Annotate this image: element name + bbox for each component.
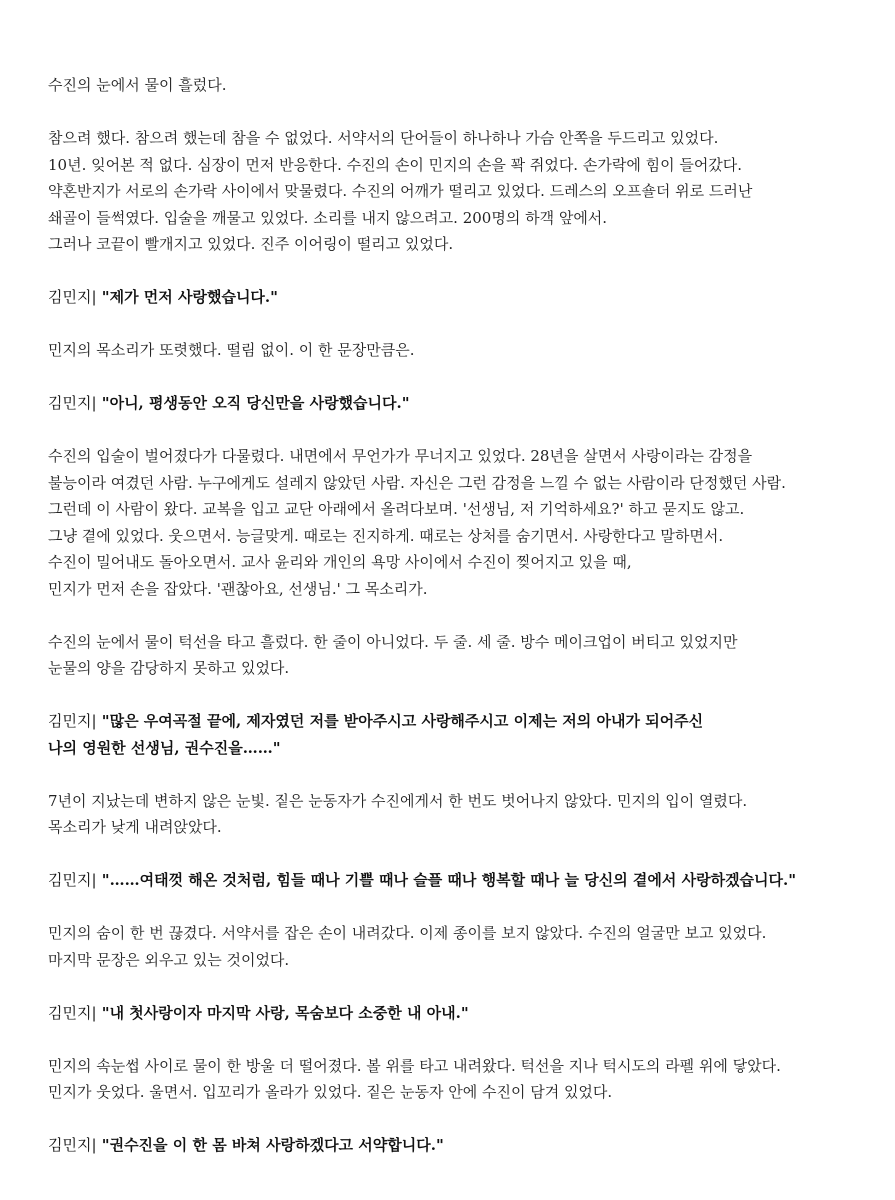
dialogue-line — [48, 708, 868, 735]
dialogue-paragraph — [48, 1000, 868, 1027]
text-line: 민지의 목소리가 또렷했다. 떨림 없이. 이 한 문장만큼은. — [48, 341, 415, 359]
narration-paragraph — [48, 920, 868, 973]
dialogue-line — [48, 867, 868, 894]
text-line: 민지가 웃었다. 울면서. 입꼬리가 올라가 있었다. 짙은 눈동자 안에 수진이 담겨 있었다. — [48, 1083, 613, 1101]
speaker-name: 김민지| — [48, 1003, 97, 1022]
text-line: 수진의 눈에서 물이 흘렀다. — [48, 76, 227, 94]
speaker-name: 김민지| — [48, 712, 97, 730]
text-line: 민지의 속눈썹 사이로 물이 한 방울 더 떨어졌다. 볼 위를 타고 내려왔다. 턱선을 지나 턱시도의 라펠 위에 닿았다. — [48, 1056, 781, 1075]
text-line: 7년이 지났는데 변하지 않은 눈빛. 짙은 눈동자가 수진에게서 한 번도 벗어나지 않았다. 민지의 입이 열렸다. — [48, 791, 748, 810]
text-line: 수진의 눈에서 물이 턱선을 타고 흘렀다. 한 줄이 아니었다. 두 줄. 세 줄. 방수 메이크업이 버티고 있었지만 — [48, 632, 738, 651]
narration-paragraph — [48, 337, 868, 364]
dialogue-line — [48, 284, 868, 311]
narration-paragraph — [48, 1053, 868, 1106]
text-line: 눈물의 양을 감당하지 못하고 있었다. — [48, 659, 290, 677]
dialogue-paragraph — [48, 284, 868, 311]
text-line: 수진의 입술이 벌어졌다가 다물렸다. 내면에서 무언가가 무너지고 있었다. 28년을 살면서 사랑이라는 감정을 — [48, 447, 753, 465]
text-line: 마지막 문장은 외우고 있는 것이었다. — [48, 950, 290, 969]
dialogue-line — [48, 1132, 868, 1159]
text-line: 쇄골이 들썩였다. 입술을 깨물고 있었다. 소리를 내지 않으려고. 200명의 하객 앞에서. — [48, 208, 608, 227]
dialogue-paragraph — [48, 708, 868, 761]
text-line: 수진이 밀어내도 돌아오면서. 교사 윤리와 개인의 욕망 사이에서 수진이 찢어지고 있을 때, — [48, 553, 632, 571]
narration-paragraph — [48, 788, 868, 841]
text-line: 참으려 했다. 참으려 했는데 참을 수 없었다. 서약서의 단어들이 하나하나 가슴 안쪽을 두드리고 있었다. — [48, 129, 719, 147]
text-line: 그런데 이 사람이 왔다. 교복을 입고 교단 아래에서 올려다보며. '선생님, 저 기억하세요?' 하고 묻지도 않고. — [48, 500, 745, 518]
text-line: 약혼반지가 서로의 손가락 사이에서 맞물렸다. 수진의 어깨가 떨리고 있었다. 드레스의 오프숄더 위로 드러난 — [48, 182, 753, 200]
dialogue-paragraph — [48, 390, 868, 417]
narration-paragraph — [48, 72, 868, 99]
dialogue-text: "아니, 평생동안 오직 당신만을 사랑했습니다." — [101, 394, 410, 412]
narration-paragraph — [48, 629, 868, 682]
text-line: 10년. 잊어본 적 없다. 심장이 먼저 반응한다. 수진의 손이 민지의 손을 꽉 쥐었다. 손가락에 힘이 들어갔다. — [48, 155, 743, 174]
speaker-name: 김민지| — [48, 1136, 97, 1154]
document-page — [48, 72, 868, 1185]
text-line: 그러나 코끝이 빨개지고 있었다. 진주 이어링이 떨리고 있었다. — [48, 235, 454, 253]
dialogue-paragraph — [48, 1132, 868, 1159]
dialogue-text: "내 첫사랑이자 마지막 사랑, 목숨보다 소중한 내 아내." — [101, 1003, 469, 1022]
text-line: 민지의 숨이 한 번 끊겼다. 서약서를 잡은 손이 내려갔다. 이제 종이를 보지 않았다. 수진의 얼굴만 보고 있었다. — [48, 924, 767, 942]
narration-paragraph — [48, 443, 868, 602]
speaker-name: 김민지| — [48, 394, 97, 412]
speaker-name: 김민지| — [48, 871, 97, 889]
dialogue-line — [48, 390, 868, 417]
dialogue-line — [48, 1000, 868, 1027]
dialogue-text: "……여태껏 해온 것처럼, 힘들 때나 기쁠 때나 슬플 때나 행복할 때나 늘 당신의 곁에서 사랑하겠습니다." — [101, 871, 797, 889]
dialogue-text: "권수진을 이 한 몸 바쳐 사랑하겠다고 서약합니다." — [101, 1136, 444, 1154]
dialogue-text: "많은 우여곡절 끝에, 제자였던 저를 받아주시고 사랑해주시고 이제는 저의 아내가 되어주신 — [101, 712, 704, 730]
narration-paragraph — [48, 125, 868, 258]
dialogue-paragraph — [48, 867, 868, 894]
text-line: 목소리가 낮게 내려앉았다. — [48, 818, 222, 836]
text-line: 그냥 곁에 있었다. 웃으면서. 능글맞게. 때로는 진지하게. 때로는 상처를 숨기면서. 사랑한다고 말하면서. — [48, 526, 724, 545]
text-line: 민지가 먼저 손을 잡았다. '괜찮아요, 선생님.' 그 목소리가. — [48, 579, 428, 598]
speaker-name: 김민지| — [48, 288, 97, 306]
text-line: 불능이라 여겼던 사람. 누구에게도 설레지 않았던 사람. 자신은 그런 감정을 느낄 수 없는 사람이라 단정했던 사람. — [48, 473, 786, 492]
dialogue-text: "제가 먼저 사랑했습니다." — [101, 288, 278, 306]
dialogue-line: 나의 영원한 선생님, 권수진을……" — [48, 738, 281, 757]
